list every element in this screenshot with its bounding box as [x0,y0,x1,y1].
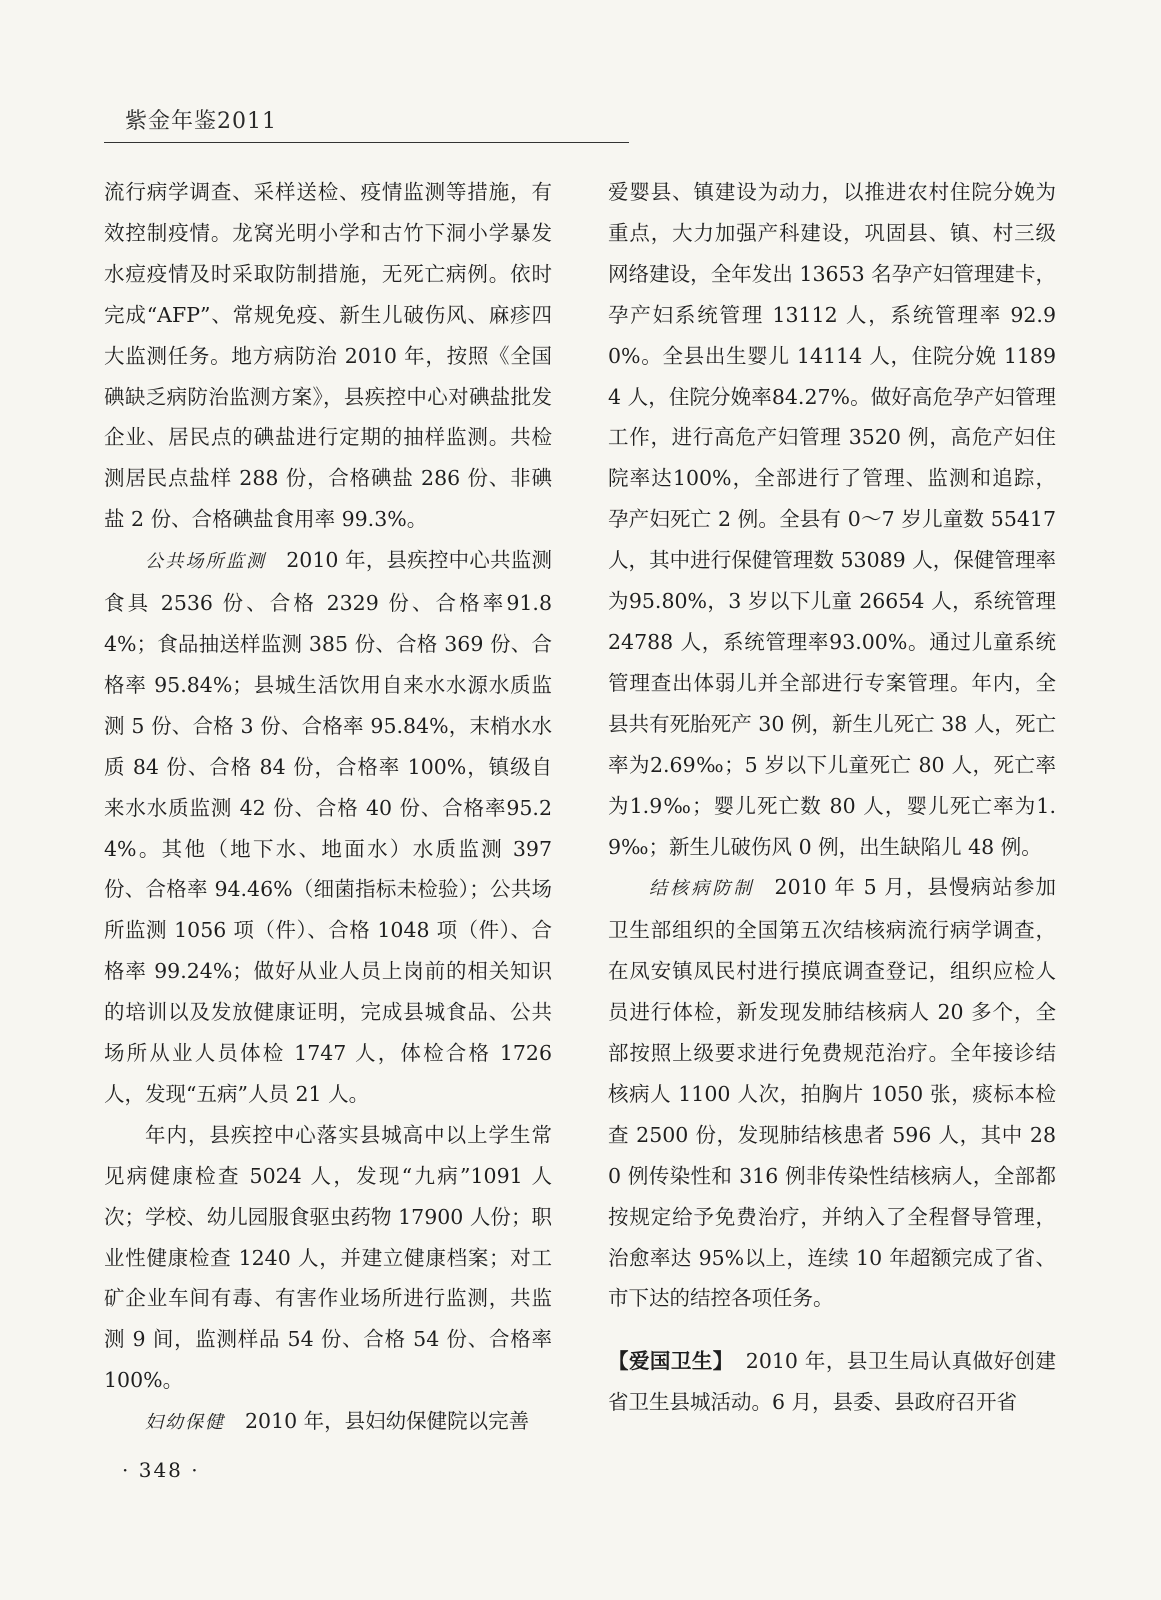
paragraph-text: 流行病学调查、采样送检、疫情监测等措施，有效控制疫情。龙窝光明小学和古竹下洞小学暴发水痘疫情及时采取防制措施，无死亡病例。依时完成“AFP”、常规免疫、新生儿破伤风、麻疹四大监测任务。地方病防治 2010 年，按照《全国碘缺乏病防治监测方案》，县疾控中心对碘盐批发企业、居民点的碘盐进行定期的抽样监测。共检测居民点盐样 288 份，合格碘盐 286 份、非碘盐 2 份、合格碘盐食用率 99.3%。 [104,180,552,532]
right-column [608,172,1056,1423]
page-number: · 348 · [122,1458,200,1482]
paragraph-student-health [104,1115,552,1401]
paragraph-patriotic-health [608,1341,1056,1423]
section-heading-patriotic-health: 【爱国卫生】 [608,1349,734,1374]
paragraph-text: 2010 年，县疾控中心共监测食具 2536 份、合格 2329 份、合格率91.84%；食品抽送样监测 385 份、合格 369 份、合格率 95.84%；县城生活饮用自来水水源水质监测 5 份、合格 3 份、合格率 95.84%，末梢水水质 84 份、合格 84 份，合格率 100%，镇级自来水水质监测 42 份、合格 40 份、合格率95.24%。其他（地下水、地面水）水质监测 397 份、合格率 94.46%（细菌指标未检验）；公共场所监测 1056 项（件）、合格 1048 项（件）、合格率 99.24%；做好从业人员上岗前的相关知识的培训以及发放健康证明，完成县城食品、公共场所从业人员体检 1747 人，体检合格 1726 人，发现“五病”人员 21 人。 [104,548,553,1106]
paragraph-text: 2010 年，县妇幼保健院以完善 [245,1409,530,1434]
paragraph-public-places [104,540,552,1115]
subheading-tuberculosis: 结核病防制 [649,878,755,900]
paragraph-text: 2010 年，县卫生局认真做好创建省卫生县城活动。6 月，县委、县政府召开省 [608,1349,1057,1415]
left-column [104,172,552,1444]
subheading-public-places: 公共场所监测 [145,551,267,573]
paragraph-epidemic-control [104,172,552,540]
paragraph-tuberculosis [608,867,1056,1319]
section-gap [608,1319,1056,1341]
running-head: 紫金年鉴2011 [125,109,277,134]
paragraph-maternal-child-cont [608,172,1056,867]
paragraph-text: 2010 年 5 月，县慢病站参加卫生部组织的全国第五次结核病流行病学调查，在凤安镇凤民村进行摸底调查登记，组织应检人员进行体检，新发现发肺结核病人 20 多个，全部按照上级要求进行免费规范治疗。全年接诊结核病人 1100 人次，拍胸片 1050 张，痰标本检查 2500 份，发现肺结核患者 596 人，其中 280 例传染性和 316 例非传染性结核病人，全部都按规定给予免费治疗，并纳入了全程督导管理，治愈率达 95%以上，连续 10 年超额完成了省、市下达的结控各项任务。 [608,875,1057,1311]
paragraph-text: 年内，县疾控中心落实县城高中以上学生常见病健康检查 5024 人，发现“九病”1091 人次；学校、幼儿园服食驱虫药物 17900 人份；职业性健康检查 1240 人，并建立健康档案；对工矿企业车间有毒、有害作业场所进行监测，共监测 9 间，监测样品 54 份、合格 54 份、合格率 100%。 [104,1122,552,1393]
paragraph-text: 爱婴县、镇建设为动力，以推进农村住院分娩为重点，大力加强产科建设，巩固县、镇、村三级网络建设，全年发出 13653 名孕产妇管理建卡，孕产妇系统管理 13112 人，系统管理率 92.90%。全县出生婴儿 14114 人，住院分娩 11894 人，住院分娩率84.27%。做好高危孕产妇管理工作，进行高危产妇管理 3520 例，高危产妇住院率达100%，全部进行了管理、监测和追踪，孕产妇死亡 2 例。全县有 0～7 岁儿童数 55417 人，其中进行保健管理数 53089 人，保健管理率为95.80%，3 岁以下儿童 26654 人，系统管理 24788 人，系统管理率93.00%。通过儿童系统管理查出体弱儿并全部进行专案管理。年内，全县共有死胎死产 30 例，新生儿死亡 38 人，死亡率为2.69‰；5 岁以下儿童死亡 80 人，死亡率为1.9‰；婴儿死亡数 80 人，婴儿死亡率为1.9‰；新生儿破伤风 0 例，出生缺陷儿 48 例。 [608,180,1056,859]
subheading-maternal-child: 妇幼保健 [145,1412,225,1434]
paragraph-maternal-child [104,1401,552,1444]
header-rule [104,142,629,143]
